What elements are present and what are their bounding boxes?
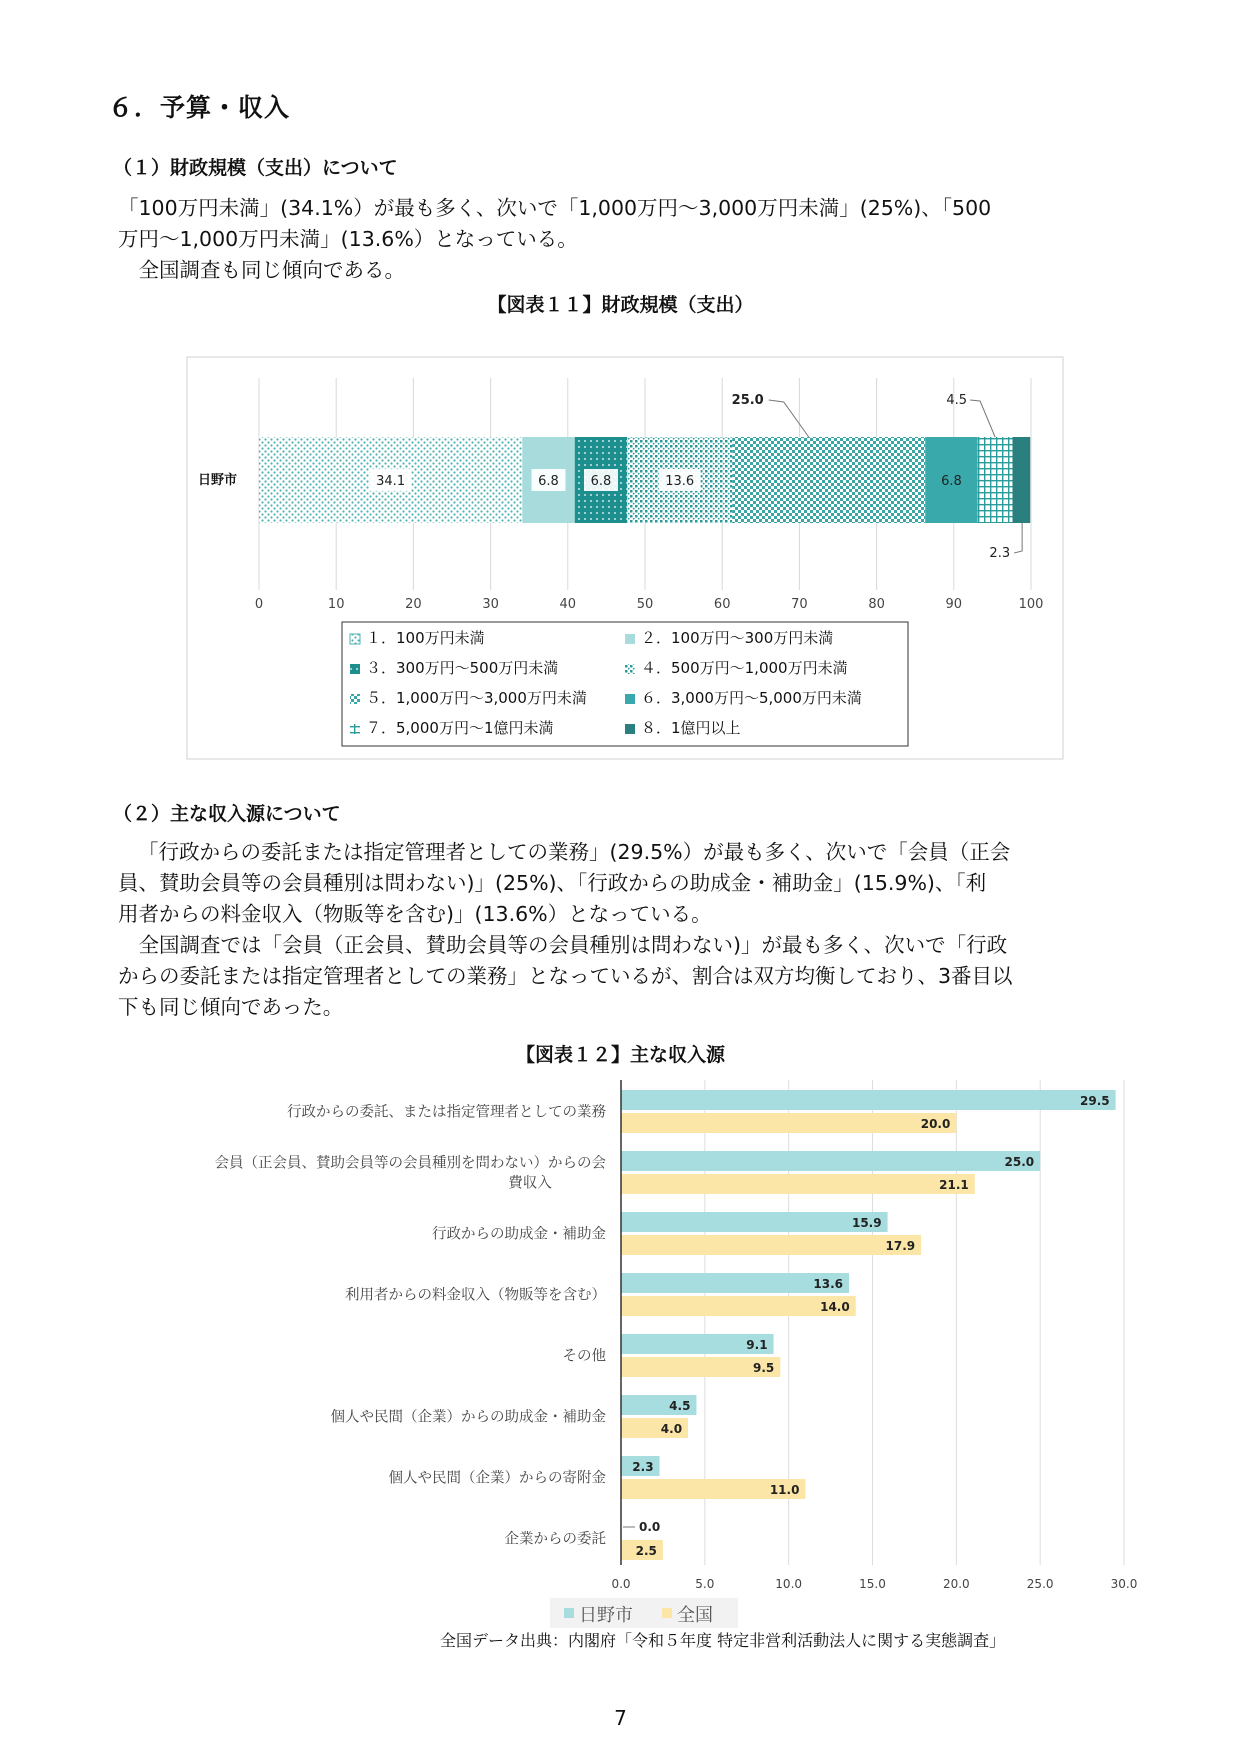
data-label: 34.1 [376, 474, 406, 489]
source-note: 全国データ出典：内閣府「令和５年度 特定非営利活動法人に関する実態調査」 [440, 1631, 1006, 1650]
data-label: 25.0 [1004, 1155, 1035, 1169]
paragraph-line: 用者からの料金収入（物販等を含む)」(13.6%）となっている。 [118, 902, 712, 926]
data-label: 6.8 [941, 474, 962, 489]
figure-12-title: 【図表１２】主な収入源 [515, 1044, 725, 1066]
legend-swatch [564, 1608, 574, 1618]
paragraph-line: 万円～1,000万円未満」(13.6%）となっている。 [118, 227, 578, 251]
category-label: 行政からの助成金・補助金 [432, 1226, 606, 1243]
legend-label: ４．500万円～1,000万円未満 [641, 659, 848, 677]
data-label: 21.1 [939, 1178, 969, 1192]
x-tick-label: 0 [254, 597, 264, 612]
legend-swatch [662, 1608, 672, 1618]
x-tick-label: 80 [868, 597, 885, 612]
x-tick-label: 5.0 [695, 1577, 715, 1591]
x-tick-label: 20 [405, 597, 422, 612]
x-tick-label: 15.0 [859, 1577, 886, 1591]
data-label: 15.9 [851, 1216, 882, 1230]
paragraph-line: 「行政からの委託または指定管理者としての業務」(29.5%）が最も多く、次いで「会員（正会 [138, 840, 1011, 864]
data-label: 2.3 [989, 546, 1011, 561]
category-label: 会員（正会員、賛助会員等の会員種別を問わない）からの会 [214, 1155, 606, 1172]
page-number: 7 [614, 1706, 627, 1730]
legend-label: ５．1,000万円～3,000万円未満 [366, 689, 587, 707]
bar [621, 1174, 975, 1194]
paragraph-line: 全国調査では「会員（正会員、賛助会員等の会員種別は問わない)」が最も多く、次いで「行政 [118, 933, 1008, 957]
figure-11-title: 【図表１１】財政規模（支出） [487, 294, 754, 316]
bar [621, 1090, 1116, 1110]
data-label: 2.5 [635, 1544, 657, 1558]
x-tick-label: 10.0 [775, 1577, 803, 1591]
legend-label: 日野市 [579, 1605, 633, 1626]
subsection-heading-2: （２）主な収入源について [113, 803, 341, 825]
paragraph-line: からの委託または指定管理者としての業務」となっているが、割合は双方均衡しており、3番目以 [118, 964, 1013, 988]
x-tick-label: 60 [713, 597, 731, 612]
category-label: その他 [562, 1348, 606, 1365]
data-label: 4.5 [946, 393, 968, 408]
legend-label: ３．300万円～500万円未満 [366, 659, 559, 677]
data-label: 11.0 [769, 1483, 800, 1497]
data-label: 0.0 [639, 1520, 661, 1534]
data-label: 29.5 [1080, 1094, 1110, 1108]
data-label: 17.9 [885, 1239, 916, 1253]
data-label: 6.8 [590, 474, 612, 489]
x-tick-label: 30 [482, 597, 499, 612]
paragraph-line: 下も同じ傾向であった。 [118, 995, 344, 1019]
legend-label: ７．5,000万円～1億円未満 [366, 719, 554, 737]
legend-label: １．100万円未満 [366, 629, 485, 647]
paragraph-line: 「100万円未満」(34.1%）が最も多く、次いで「1,000万円～3,000万円未満」(25%)、「500 [118, 196, 992, 220]
legend-label: 全国 [677, 1605, 713, 1626]
paragraph-line: 全国調査も同じ傾向である。 [118, 258, 405, 282]
x-tick-label: 100 [1018, 597, 1044, 612]
category-label: 個人や民間（企業）からの寄附金 [388, 1470, 606, 1487]
bar [621, 1113, 956, 1133]
legend-label: ２．100万円～300万円未満 [641, 629, 834, 647]
data-label: 14.0 [820, 1300, 850, 1314]
legend-label: ６．3,000万円～5,000万円未満 [641, 689, 862, 707]
category-label: 費収入 [508, 1175, 552, 1192]
data-label: 6.8 [538, 474, 559, 489]
data-label: 9.5 [753, 1361, 775, 1375]
bar [621, 1212, 888, 1232]
data-label: 2.3 [632, 1460, 654, 1474]
bar [621, 1151, 1040, 1171]
category-label: 行政からの委託、または指定管理者としての業務 [287, 1104, 606, 1121]
bar [621, 1235, 921, 1255]
x-tick-label: 70 [791, 597, 808, 612]
x-tick-label: 25.0 [1026, 1577, 1054, 1591]
x-tick-label: 20.0 [942, 1577, 970, 1591]
legend-label: ８．1億円以上 [641, 719, 741, 737]
x-tick-label: 0.0 [611, 1577, 631, 1591]
paragraph-line: 員、賛助会員等の会員種別は問わない)」(25%)、「行政からの助成金・補助金」(15.9%)、「利 [118, 871, 987, 895]
data-label: 9.1 [746, 1338, 768, 1352]
data-label: 13.6 [813, 1277, 844, 1291]
x-tick-label: 30.0 [1110, 1577, 1138, 1591]
section-title: ６．予算・収入 [108, 93, 291, 122]
data-label: 20.0 [920, 1117, 951, 1131]
category-label: 企業からの委託 [504, 1531, 606, 1548]
category-label: 個人や民間（企業）からの助成金・補助金 [330, 1409, 606, 1426]
data-label: 25.0 [731, 393, 764, 408]
x-tick-label: 40 [559, 597, 577, 612]
category-label: 利用者からの料金収入（物販等を含む） [345, 1287, 606, 1304]
x-tick-label: 50 [636, 597, 654, 612]
category-label: 日野市 [198, 473, 238, 488]
data-label: 4.5 [669, 1399, 691, 1413]
x-tick-label: 90 [945, 597, 963, 612]
data-label: 13.6 [665, 474, 695, 489]
subsection-heading-1: （１）財政規模（支出）について [113, 157, 398, 179]
x-tick-label: 10 [327, 597, 345, 612]
data-label: 4.0 [660, 1422, 683, 1436]
